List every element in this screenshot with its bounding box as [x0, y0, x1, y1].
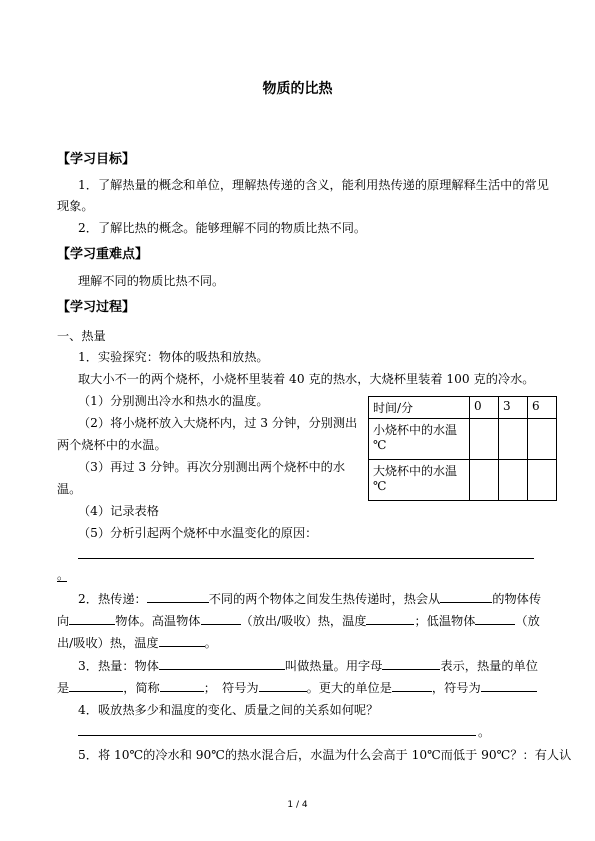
item-2-text: 。 — [204, 636, 217, 650]
table-row — [369, 419, 557, 460]
row-label-unit: ℃ — [373, 438, 387, 452]
fill-blank[interactable] — [481, 679, 537, 692]
heading-heat: 一、热量 — [57, 329, 106, 343]
objective-2: 2．了解比热的概念。能够理解不同的物质比热不同。 — [78, 221, 367, 235]
table-header: 6 — [528, 397, 557, 419]
item-3-text: ，简称 — [123, 681, 160, 695]
fill-blank[interactable] — [201, 612, 241, 625]
table-cell[interactable] — [528, 419, 557, 460]
step-5: （5）分析引起两个烧杯中水温变化的原因： — [78, 526, 318, 540]
item-3-text: 是 — [57, 681, 70, 695]
fill-blank[interactable] — [159, 634, 205, 647]
fill-blank[interactable] — [475, 612, 515, 625]
record-table — [368, 396, 557, 501]
step-4: （4）记录表格 — [78, 504, 159, 518]
table-header: 时间/分 — [369, 397, 470, 419]
item-1-desc: 取大小不一的两个烧杯，小烧杯里装着 40 克的热水，大烧杯里装着 100 克的冷水。 — [78, 372, 535, 386]
answer-line[interactable] — [78, 558, 534, 559]
item-3-line1 — [78, 657, 538, 674]
fill-blank[interactable] — [392, 679, 432, 692]
table-header: 0 — [470, 397, 499, 419]
fill-blank[interactable] — [69, 612, 115, 625]
step-1: （1）分别测出冷水和热水的温度。 — [78, 394, 269, 408]
table-row-label — [369, 419, 470, 460]
item-4-end: 。 — [478, 725, 491, 739]
key-point-text: 理解不同的物质比热不同。 — [78, 274, 225, 288]
step-2a: （2）将小烧杯放入大烧杯内，过 3 分钟，分别测出 — [78, 416, 358, 430]
step-3a: （3）再过 3 分钟。再次分别测出两个烧杯中的水 — [78, 460, 346, 474]
page-title: 物质的比热 — [262, 81, 333, 97]
fill-blank[interactable] — [159, 657, 285, 670]
objective-1: 1．了解热量的概念和单位，理解热传递的含义，能利用热传递的原理解释生活中的常见 — [78, 178, 549, 192]
row-label-text: 小烧杯中的水温 — [373, 423, 458, 437]
fill-blank[interactable] — [147, 590, 209, 603]
row-label-text: 大烧杯中的水温 — [373, 464, 458, 478]
item-3-text: ，符号为 — [431, 681, 481, 695]
step-2b: 两个烧杯中的水温。 — [57, 438, 167, 452]
item-5: 5．将 10℃的冷水和 90℃的热水混合后，水温为什么会高于 10℃而低于 90℃？：有人认 — [78, 748, 572, 762]
item-2-text: （放 — [515, 614, 540, 628]
item-3-text: 叫做热量。用字母 — [284, 659, 383, 673]
table-cell[interactable] — [499, 460, 528, 501]
item-3-text: ； 符号为 — [203, 681, 259, 695]
row-label-unit: ℃ — [373, 479, 387, 493]
table-cell[interactable] — [470, 419, 499, 460]
answer-line[interactable] — [78, 735, 476, 736]
item-2-text: （放出/吸收）热，温度 — [240, 614, 367, 628]
table-row — [369, 460, 557, 501]
item-2-line1 — [78, 590, 541, 607]
section-process: 【学习过程】 — [57, 300, 136, 315]
fill-blank[interactable] — [160, 679, 204, 692]
section-objectives: 【学习目标】 — [57, 152, 136, 167]
step-3b: 温。 — [57, 482, 82, 496]
item-2-text: 向 — [57, 614, 70, 628]
item-4: 4．吸放热多少和温度的变化、质量之间的关系如何呢？ — [78, 703, 379, 717]
fill-blank[interactable] — [440, 590, 492, 603]
item-2-text: 2．热传递： — [78, 592, 147, 606]
fill-blank[interactable] — [69, 679, 123, 692]
item-2-text: 出/吸收）热，温度 — [57, 636, 159, 650]
item-2-text: 的物体传 — [492, 592, 542, 606]
objective-1-cont: 现象。 — [57, 199, 94, 213]
table-header: 3 — [499, 397, 528, 419]
item-1: 1．实验探究：物体的吸热和放热。 — [78, 350, 269, 364]
item-3-text: 。更大的单位是 — [306, 681, 392, 695]
table-row-label — [369, 460, 470, 501]
table-cell[interactable] — [528, 460, 557, 501]
table-cell[interactable] — [470, 460, 499, 501]
item-2-line2 — [57, 612, 540, 629]
fill-blank[interactable] — [382, 657, 440, 670]
fill-blank[interactable] — [259, 679, 307, 692]
item-2-line3 — [57, 634, 217, 651]
item-3-text: 3．热量：物体 — [78, 659, 159, 673]
fill-blank[interactable] — [366, 612, 414, 625]
page-number: 1 / 4 — [287, 800, 308, 810]
item-3-line2 — [57, 679, 537, 696]
answer-line-short[interactable] — [57, 581, 67, 582]
item-3-text: 表示，热量的单位 — [440, 659, 538, 673]
item-2-text: ；低温物体 — [414, 614, 476, 628]
section-key-points: 【学习重难点】 — [57, 247, 149, 262]
answer-period: 。 — [57, 568, 70, 582]
item-2-text: 物体。高温物体 — [115, 614, 201, 628]
table-cell[interactable] — [499, 419, 528, 460]
table-header-row — [369, 397, 557, 419]
item-2-text: 不同的两个物体之间发生热传递时，热会从 — [208, 592, 441, 606]
